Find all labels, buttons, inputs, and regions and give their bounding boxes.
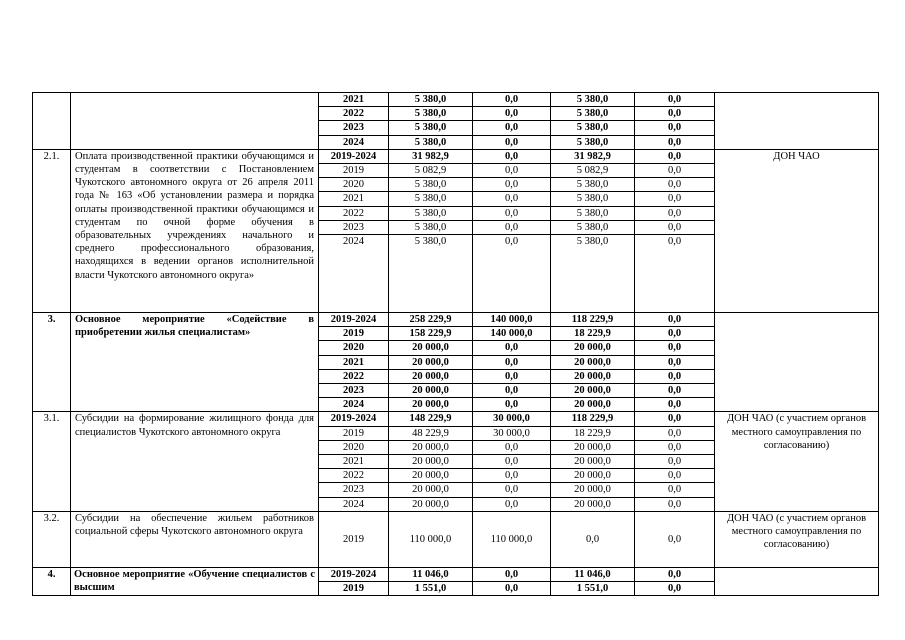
year-cell: 2024 <box>319 497 389 511</box>
year-cell: 2019 <box>319 327 389 341</box>
federal-cell: 0,0 <box>473 469 551 483</box>
federal-cell: 0,0 <box>473 220 551 234</box>
item-name: Субсидии на обеспечение жильем работников социальной сферы Чукотского автономного округа <box>71 511 319 567</box>
item-number: 3. <box>33 313 71 412</box>
total-cell: 20 000,0 <box>389 398 473 412</box>
year-cell: 2024 <box>319 398 389 412</box>
year-cell: 2023 <box>319 483 389 497</box>
year-cell: 2019-2024 <box>319 313 389 327</box>
federal-cell: 0,0 <box>473 355 551 369</box>
responsible-cell <box>715 567 879 595</box>
total-cell: 20 000,0 <box>389 455 473 469</box>
table-row <box>33 567 879 581</box>
federal-cell: 0,0 <box>473 341 551 355</box>
year-cell: 2024 <box>319 235 389 313</box>
year-cell: 2023 <box>319 384 389 398</box>
total-cell: 20 000,0 <box>389 384 473 398</box>
regional-cell: 20 000,0 <box>551 369 635 383</box>
year-cell: 2020 <box>319 341 389 355</box>
num-cell <box>33 93 71 150</box>
total-cell: 158 229,9 <box>389 327 473 341</box>
regional-cell: 5 380,0 <box>551 206 635 220</box>
total-cell: 5 380,0 <box>389 178 473 192</box>
total-cell: 5 380,0 <box>389 135 473 149</box>
regional-cell: 5 082,9 <box>551 164 635 178</box>
item-name: Основное мероприятие «Обучение специалистов с высшим <box>71 567 319 595</box>
year-cell: 2019-2024 <box>319 412 389 426</box>
item-number: 2.1. <box>33 149 71 312</box>
federal-cell: 0,0 <box>473 93 551 107</box>
year-cell: 2021 <box>319 455 389 469</box>
federal-cell: 0,0 <box>473 440 551 454</box>
total-cell: 31 982,9 <box>389 149 473 163</box>
federal-cell: 140 000,0 <box>473 313 551 327</box>
year-cell: 2022 <box>319 469 389 483</box>
year-cell: 2022 <box>319 369 389 383</box>
federal-cell: 0,0 <box>473 135 551 149</box>
year-cell: 2020 <box>319 440 389 454</box>
other-cell: 0,0 <box>635 440 715 454</box>
other-cell: 0,0 <box>635 164 715 178</box>
program-table <box>32 92 879 596</box>
federal-cell: 0,0 <box>473 107 551 121</box>
item-number: 4. <box>33 567 71 595</box>
regional-cell: 118 229,9 <box>551 313 635 327</box>
regional-cell: 20 000,0 <box>551 469 635 483</box>
other-cell: 0,0 <box>635 469 715 483</box>
other-cell: 0,0 <box>635 412 715 426</box>
year-cell: 2023 <box>319 121 389 135</box>
year-cell: 2022 <box>319 107 389 121</box>
other-cell: 0,0 <box>635 206 715 220</box>
regional-cell: 18 229,9 <box>551 426 635 440</box>
federal-cell: 0,0 <box>473 455 551 469</box>
item-number: 3.2. <box>33 511 71 567</box>
name-cell <box>71 93 319 150</box>
federal-cell: 0,0 <box>473 149 551 163</box>
regional-cell: 20 000,0 <box>551 497 635 511</box>
other-cell: 0,0 <box>635 235 715 313</box>
year-cell: 2019 <box>319 164 389 178</box>
total-cell: 5 082,9 <box>389 164 473 178</box>
regional-cell: 20 000,0 <box>551 440 635 454</box>
federal-cell: 0,0 <box>473 369 551 383</box>
regional-cell: 20 000,0 <box>551 355 635 369</box>
federal-cell: 0,0 <box>473 483 551 497</box>
regional-cell: 0,0 <box>551 511 635 567</box>
year-cell: 2022 <box>319 206 389 220</box>
other-cell: 0,0 <box>635 426 715 440</box>
federal-cell: 0,0 <box>473 192 551 206</box>
federal-cell: 0,0 <box>473 178 551 192</box>
item-name: Субсидии на формирование жилищного фонда для специалистов Чукотского автономного округа <box>71 412 319 511</box>
regional-cell: 1 551,0 <box>551 582 635 596</box>
item-name: Оплата производственной практики обучающимся и студентам в соответствии с Постановлением Чукотского автономного округа от 26 апреля 2011 года № 163 «Об установлении размера и порядка оплаты производственной практики обучающимся и студентам по очной форме обучения в образовательных учреждениях начального и среднего профессионального образования, находящихся в ведении органов исполнительной власти Чукотского автономного округа» <box>71 149 319 312</box>
total-cell: 20 000,0 <box>389 440 473 454</box>
total-cell: 5 380,0 <box>389 121 473 135</box>
item-number: 3.1. <box>33 412 71 511</box>
regional-cell: 5 380,0 <box>551 178 635 192</box>
other-cell: 0,0 <box>635 341 715 355</box>
other-cell: 0,0 <box>635 135 715 149</box>
total-cell: 5 380,0 <box>389 107 473 121</box>
year-cell: 2021 <box>319 93 389 107</box>
other-cell: 0,0 <box>635 327 715 341</box>
total-cell: 110 000,0 <box>389 511 473 567</box>
regional-cell: 5 380,0 <box>551 220 635 234</box>
responsible-cell <box>715 93 879 150</box>
total-cell: 5 380,0 <box>389 93 473 107</box>
table-row <box>33 313 879 327</box>
regional-cell: 5 380,0 <box>551 93 635 107</box>
other-cell: 0,0 <box>635 107 715 121</box>
federal-cell: 0,0 <box>473 398 551 412</box>
other-cell: 0,0 <box>635 121 715 135</box>
total-cell: 258 229,9 <box>389 313 473 327</box>
federal-cell: 0,0 <box>473 206 551 220</box>
year-cell: 2021 <box>319 355 389 369</box>
other-cell: 0,0 <box>635 582 715 596</box>
other-cell: 0,0 <box>635 384 715 398</box>
total-cell: 20 000,0 <box>389 341 473 355</box>
other-cell: 0,0 <box>635 455 715 469</box>
item-name: Основное мероприятие «Содействие в приобретении жилья специалистам» <box>71 313 319 412</box>
regional-cell: 5 380,0 <box>551 107 635 121</box>
total-cell: 1 551,0 <box>389 582 473 596</box>
year-cell: 2019-2024 <box>319 149 389 163</box>
responsible-cell: ДОН ЧАО <box>715 149 879 312</box>
regional-cell: 5 380,0 <box>551 192 635 206</box>
other-cell: 0,0 <box>635 313 715 327</box>
other-cell: 0,0 <box>635 369 715 383</box>
table-row <box>33 149 879 163</box>
regional-cell: 20 000,0 <box>551 341 635 355</box>
regional-cell: 20 000,0 <box>551 384 635 398</box>
other-cell: 0,0 <box>635 93 715 107</box>
regional-cell: 18 229,9 <box>551 327 635 341</box>
other-cell: 0,0 <box>635 398 715 412</box>
regional-cell: 20 000,0 <box>551 483 635 497</box>
federal-cell: 0,0 <box>473 567 551 581</box>
other-cell: 0,0 <box>635 483 715 497</box>
regional-cell: 31 982,9 <box>551 149 635 163</box>
total-cell: 5 380,0 <box>389 235 473 313</box>
year-cell: 2019 <box>319 582 389 596</box>
other-cell: 0,0 <box>635 567 715 581</box>
federal-cell: 0,0 <box>473 121 551 135</box>
table-row <box>33 93 879 107</box>
total-cell: 148 229,9 <box>389 412 473 426</box>
federal-cell: 0,0 <box>473 497 551 511</box>
total-cell: 5 380,0 <box>389 220 473 234</box>
other-cell: 0,0 <box>635 149 715 163</box>
federal-cell: 110 000,0 <box>473 511 551 567</box>
year-cell: 2023 <box>319 220 389 234</box>
regional-cell: 118 229,9 <box>551 412 635 426</box>
total-cell: 5 380,0 <box>389 206 473 220</box>
total-cell: 5 380,0 <box>389 192 473 206</box>
federal-cell: 30 000,0 <box>473 426 551 440</box>
regional-cell: 5 380,0 <box>551 135 635 149</box>
table-row <box>33 511 879 567</box>
total-cell: 48 229,9 <box>389 426 473 440</box>
total-cell: 20 000,0 <box>389 369 473 383</box>
year-cell: 2021 <box>319 192 389 206</box>
total-cell: 20 000,0 <box>389 483 473 497</box>
federal-cell: 140 000,0 <box>473 327 551 341</box>
federal-cell: 0,0 <box>473 384 551 398</box>
responsible-cell: ДОН ЧАО (с участием органов местного самоуправления по согласованию) <box>715 412 879 511</box>
other-cell: 0,0 <box>635 178 715 192</box>
other-cell: 0,0 <box>635 355 715 369</box>
total-cell: 11 046,0 <box>389 567 473 581</box>
federal-cell: 0,0 <box>473 582 551 596</box>
federal-cell: 30 000,0 <box>473 412 551 426</box>
year-cell: 2019 <box>319 511 389 567</box>
federal-cell: 0,0 <box>473 164 551 178</box>
total-cell: 20 000,0 <box>389 469 473 483</box>
other-cell: 0,0 <box>635 192 715 206</box>
other-cell: 0,0 <box>635 511 715 567</box>
regional-cell: 20 000,0 <box>551 398 635 412</box>
year-cell: 2020 <box>319 178 389 192</box>
other-cell: 0,0 <box>635 220 715 234</box>
year-cell: 2019-2024 <box>319 567 389 581</box>
regional-cell: 5 380,0 <box>551 235 635 313</box>
other-cell: 0,0 <box>635 497 715 511</box>
responsible-cell: ДОН ЧАО (с участием органов местного самоуправления по согласованию) <box>715 511 879 567</box>
federal-cell: 0,0 <box>473 235 551 313</box>
responsible-cell <box>715 313 879 412</box>
year-cell: 2024 <box>319 135 389 149</box>
table-row <box>33 412 879 426</box>
year-cell: 2019 <box>319 426 389 440</box>
regional-cell: 5 380,0 <box>551 121 635 135</box>
total-cell: 20 000,0 <box>389 355 473 369</box>
regional-cell: 20 000,0 <box>551 455 635 469</box>
total-cell: 20 000,0 <box>389 497 473 511</box>
regional-cell: 11 046,0 <box>551 567 635 581</box>
